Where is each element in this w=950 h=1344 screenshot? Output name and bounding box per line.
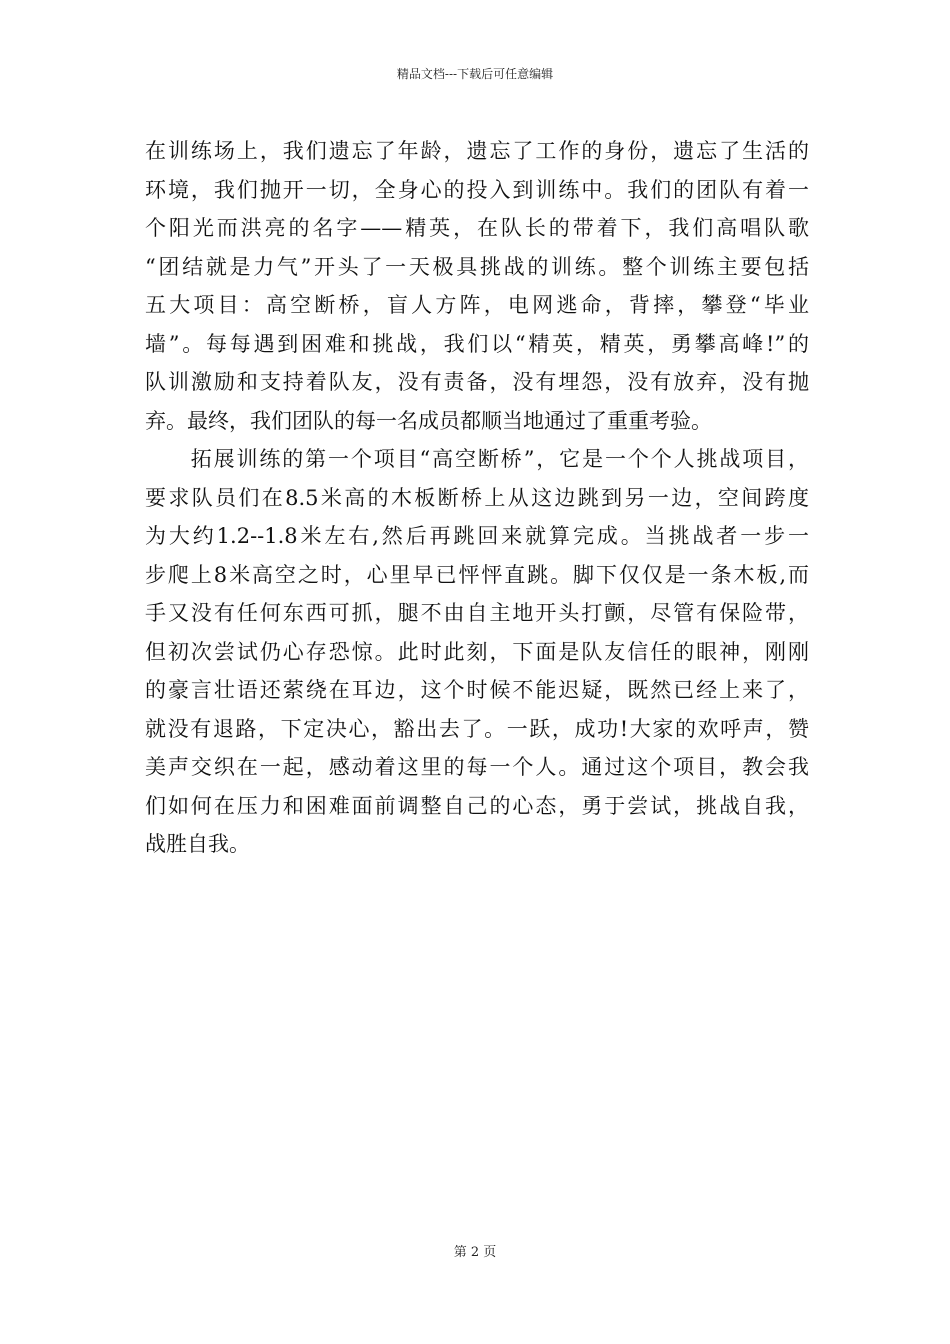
- text-line: 弃。最终，我们团队的每一名成员都顺当地通过了重重考验。: [145, 408, 712, 433]
- text-line: 五大项目：高空断桥，盲人方阵，电网逃命，背摔，攀登“毕业: [145, 293, 809, 317]
- text-line: 但初次尝试仍心存恐惊。此时此刻，下面是队友信任的眼神，刚刚: [145, 639, 809, 664]
- text-line: 就没有退路，下定决心，豁出去了。一跃，成功!大家的欢呼声，赞: [145, 716, 809, 741]
- text-line: 手又没有任何东西可抓，腿不由自主地开头打颤，尽管有保险带，: [145, 601, 809, 625]
- text-line: “团结就是力气”开头了一天极具挑战的训练。整个训练主要包括: [145, 254, 809, 279]
- text-line: 在训练场上，我们遗忘了年龄，遗忘了工作的身份，遗忘了生活的: [145, 139, 809, 163]
- paragraph-1: [145, 132, 809, 440]
- paragraph-2: [145, 440, 809, 864]
- text-line: 的豪言壮语还萦绕在耳边，这个时候不能迟疑，既然已经上来了，: [145, 678, 809, 702]
- text-line: 为大约1.2--1.8米左右,然后再跳回来就算完成。当挑战者一步一: [145, 524, 809, 548]
- text-line: 队训激励和支持着队友，没有责备，没有埋怨，没有放弃，没有抛: [145, 370, 809, 394]
- text-line: 步爬上8米高空之时，心里早已怦怦直跳。脚下仅仅是一条木板,而: [145, 562, 809, 587]
- text-line: 个阳光而洪亮的名字——精英，在队长的带着下，我们高唱队歌: [145, 216, 809, 240]
- document-body: [145, 132, 809, 864]
- text-line: 美声交织在一起，感动着这里的每一个人。通过这个项目，教会我: [145, 755, 809, 779]
- text-line: 们如何在压力和困难面前调整自己的心态，勇于尝试，挑战自我，: [145, 793, 809, 818]
- text-line: 拓展训练的第一个项目“高空断桥”，它是一个个人挑战项目，: [145, 447, 809, 471]
- text-line: 战胜自我。: [145, 832, 250, 856]
- text-line: 环境，我们抛开一切，全身心的投入到训练中。我们的团队有着一: [145, 177, 809, 202]
- page-header: 精品文档---下载后可任意编辑: [396, 67, 554, 81]
- text-line: 要求队员们在8.5米高的木板断桥上从这边跳到另一边，空间跨度: [145, 485, 809, 510]
- page-number: 第 2 页: [453, 1245, 497, 1260]
- text-line: 墙”。每每遇到困难和挑战，我们以“精英，精英，勇攀高峰!”的: [145, 331, 809, 356]
